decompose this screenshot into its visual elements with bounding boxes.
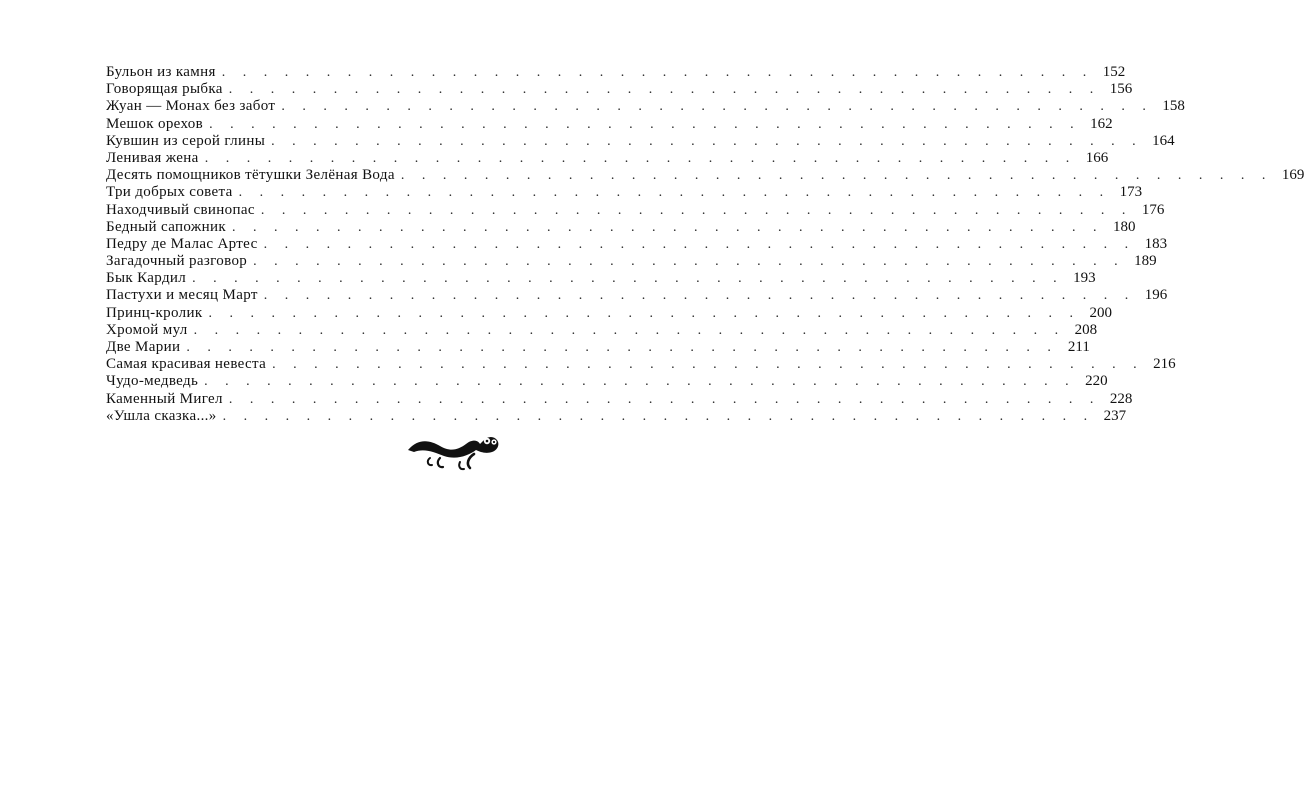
toc-entry-page-number: 158	[1162, 98, 1185, 115]
toc-entry-title: Пастухи и месяц Март	[106, 287, 258, 304]
toc-entry-page-number: 180	[1113, 218, 1136, 235]
toc-entry-title: Загадочный разговор	[106, 253, 248, 270]
toc-entry-title: Педру де Малас Артес	[106, 235, 258, 252]
toc-entry	[106, 132, 1175, 150]
toc-entry-page-number: 183	[1144, 235, 1168, 252]
toc-entry-page-number: 173	[1119, 184, 1143, 201]
toc-entry-title: Бульон из камня	[106, 64, 216, 80]
toc-entry-title: Хромой мул	[106, 321, 188, 338]
dot-leader: . . . . . . . . . . . . . . . . . . . . . . . . . . . . . . . . . . . . . . . . . .	[228, 82, 1101, 98]
dot-leader: . . . . . . . . . . . . . . . . . . . . . . . . . . . . . . . . . . . . . . . . . .	[209, 116, 1081, 132]
serpent-ornament-icon	[400, 428, 505, 476]
toc-entry-page-number: 228	[1109, 390, 1133, 407]
toc-entry	[106, 321, 1098, 339]
toc-entry-title: Мешок орехов	[106, 115, 204, 132]
toc-entry-page-number: 176	[1141, 201, 1165, 218]
toc-entry-page-number: 193	[1073, 270, 1096, 287]
toc-entry	[106, 184, 1143, 201]
dot-leader: . . . . . . . . . . . . . . . . . . . . . . . . . . . . . . . . . . . . . . . . . .	[204, 374, 1076, 390]
dot-leader: . . . . . . . . . . . . . . . . . . . . . . . . . . . . . . . . . . . . . . . . . .	[263, 288, 1136, 304]
toc-entry-title: Каменный Мигел	[106, 390, 223, 407]
dot-leader: . . . . . . . . . . . . . . . . . . . . . . . . . . . . . . . . . . . . . . . . . .	[192, 271, 1064, 287]
toc-entry	[106, 390, 1133, 408]
dot-leader: . . . . . . . . . . . . . . . . . . . . . . . . . . . . . . . . . . . . . . . . . .	[208, 305, 1080, 321]
dot-leader: . . . . . . . . . . . . . . . . . . . . . . . . . . . . . . . . . . . . . . . . . .	[272, 357, 1144, 373]
toc-entry	[106, 64, 1126, 81]
toc-entry	[106, 339, 1090, 356]
dot-leader: . . . . . . . . . . . . . . . . . . . . . . . . . . . . . . . . . . . . . . . . . .	[271, 133, 1143, 149]
toc-entry-page-number: 156	[1109, 81, 1133, 98]
toc-entry-page-number: 220	[1085, 373, 1108, 390]
toc-entry-page-number: 189	[1134, 253, 1157, 270]
toc-entry-title: Бедный сапожник	[106, 218, 226, 235]
toc-entry-title: Чудо-медведь	[106, 373, 199, 390]
toc-entry-title: Две Марии	[106, 339, 181, 355]
toc-entry	[106, 81, 1133, 98]
toc-entry	[106, 149, 1109, 167]
toc-entry-page-number: 216	[1153, 356, 1176, 373]
toc-entry-page-number: 211	[1067, 339, 1090, 355]
toc-entry-page-number: 166	[1085, 149, 1109, 166]
dot-leader: . . . . . . . . . . . . . . . . . . . . . . . . . . . . . . . . . . . . . . . . . .	[222, 408, 1095, 424]
toc-entry-page-number: 164	[1152, 132, 1175, 149]
toc-entry	[106, 235, 1168, 253]
table-of-contents	[106, 64, 1304, 425]
toc-entry-title: «Ушла сказка...»	[106, 407, 217, 424]
toc-entry	[106, 270, 1096, 287]
dot-leader: . . . . . . . . . . . . . . . . . . . . . . . . . . . . . . . . . . . . . . . . . .	[232, 219, 1104, 235]
dot-leader: . . . . . . . . . . . . . . . . . . . . . . . . . . . . . . . . . . . . . . . . . .	[281, 99, 1153, 115]
toc-entry-page-number: 196	[1144, 287, 1168, 304]
toc-entry-title: Принц-кролик	[106, 304, 203, 321]
toc-entry	[106, 287, 1168, 304]
toc-entry-title: Жуан — Монах без забот	[106, 98, 276, 115]
toc-entry-page-number: 208	[1074, 321, 1098, 338]
dot-leader: . . . . . . . . . . . . . . . . . . . . . . . . . . . . . . . . . . . . . . . . . .	[186, 340, 1058, 355]
dot-leader: . . . . . . . . . . . . . . . . . . . . . . . . . . . . . . . . . . . . . . . . . .	[400, 168, 1273, 184]
toc-entry	[106, 167, 1304, 184]
toc-entry-page-number: 237	[1103, 407, 1127, 424]
toc-entry	[106, 253, 1157, 270]
dot-leader: . . . . . . . . . . . . . . . . . . . . . . . . . . . . . . . . . . . . . . . . . .	[253, 254, 1125, 270]
toc-entry-title: Три добрых совета	[106, 184, 233, 201]
toc-entry-title: Десять помощников тётушки Зелёная Вода	[106, 167, 395, 184]
toc-entry	[106, 115, 1113, 133]
toc-entry-title: Находчивый свинопас	[106, 201, 255, 218]
toc-entry	[106, 304, 1112, 322]
toc-entry-title: Самая красивая невеста	[106, 356, 267, 373]
toc-entry	[106, 356, 1176, 373]
dot-leader: . . . . . . . . . . . . . . . . . . . . . . . . . . . . . . . . . . . . . . . . . .	[193, 322, 1066, 338]
toc-entry-title: Бык Кардил	[106, 270, 187, 287]
toc-entry-title: Говорящая рыбка	[106, 81, 223, 98]
toc-entry	[106, 407, 1127, 425]
toc-entry-page-number: 200	[1089, 304, 1112, 321]
dot-leader: . . . . . . . . . . . . . . . . . . . . . . . . . . . . . . . . . . . . . . . . . .	[263, 236, 1136, 252]
dot-leader: . . . . . . . . . . . . . . . . . . . . . . . . . . . . . . . . . . . . . . . . . .	[228, 391, 1101, 407]
toc-entry-title: Кувшин из серой глины	[106, 132, 266, 149]
dot-leader: . . . . . . . . . . . . . . . . . . . . . . . . . . . . . . . . . . . . . . . . . .	[260, 202, 1133, 218]
dot-leader: . . . . . . . . . . . . . . . . . . . . . . . . . . . . . . . . . . . . . . . . . .	[238, 185, 1111, 201]
toc-entry-page-number: 169	[1281, 167, 1304, 184]
toc-entry-title: Ленивая жена	[106, 149, 199, 166]
toc-entry-page-number: 152	[1102, 64, 1126, 80]
toc-entry-page-number: 162	[1090, 115, 1113, 132]
toc-entry	[106, 98, 1185, 115]
dot-leader: . . . . . . . . . . . . . . . . . . . . . . . . . . . . . . . . . . . . . . . . . .	[204, 150, 1077, 166]
toc-entry	[106, 201, 1165, 219]
dot-leader: . . . . . . . . . . . . . . . . . . . . . . . . . . . . . . . . . . . . . . . . . .	[221, 65, 1094, 80]
toc-entry	[106, 218, 1136, 236]
toc-entry	[106, 373, 1108, 390]
